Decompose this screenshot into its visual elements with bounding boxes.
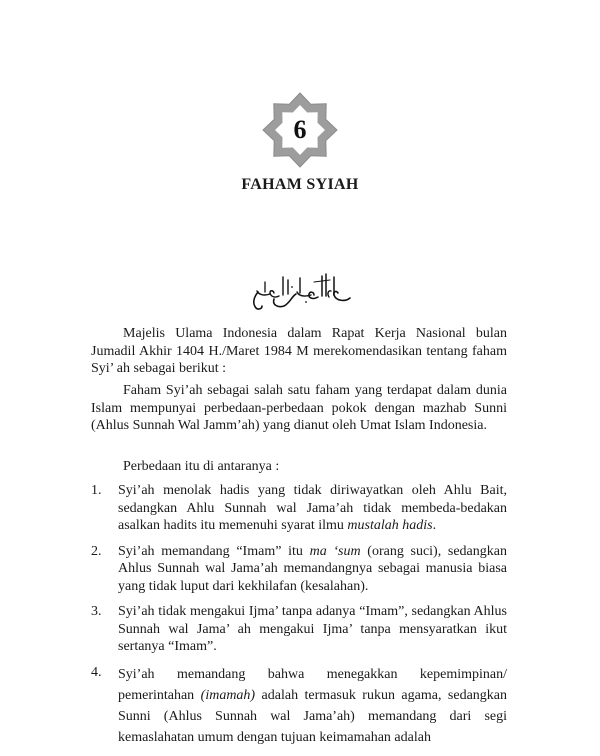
list-item-number: 4.	[91, 664, 102, 680]
list-item	[91, 543, 507, 596]
list-item-text-main: Syi’ah memandang bahwa menegakkan kepemimpinan/ pemerintahan	[118, 666, 507, 703]
list-item	[91, 603, 507, 656]
list-item	[91, 664, 507, 748]
chapter-number-badge	[262, 92, 338, 168]
list-item-text	[118, 482, 507, 535]
list-item-text-after: adalah termasuk rukun agama, sedangkan Sunni (Ahlus Sunnah wal Jama’ah) memandang dari segi kemaslahatan umum dengan tujuan keimamahan adalah	[118, 687, 508, 745]
list-item-italic-term: mustalah hadis	[347, 518, 433, 533]
list-item-number: 2.	[91, 543, 102, 559]
basmala-calligraphy	[248, 268, 354, 312]
difference-list	[91, 482, 507, 756]
paragraph-intro: Majelis Ulama Indonesia dalam Rapat Kerja Nasional bulan Jumadil Akhir 1404 H./Maret 1984 M merekomendasikan tentang faham Syi’ ah sebagai berikut :	[91, 326, 507, 376]
paragraph-perbedaan: Perbedaan itu di antaranya :	[123, 459, 280, 474]
list-item-italic-term: (imamah)	[200, 687, 256, 703]
list-item-text-main: Syi’ah menolak hadis yang tidak diriwayatkan oleh Ahlu Bait, sedangkan Ahlu Sunnah wal Jama’ah tidak membeda-bedakan asalkan hadits itu memenuhi syarat ilmu	[118, 483, 507, 533]
list-item-number: 1.	[91, 483, 102, 498]
list-item-number: 3.	[91, 604, 102, 619]
chapter-title: FAHAM SYIAH	[241, 176, 359, 193]
list-item	[91, 482, 507, 535]
list-item-text	[118, 664, 507, 748]
paragraph-faham: Faham Syi’ah sebagai salah satu faham yang terdapat dalam dunia Islam mempunyai perbedaan-perbedaan pokok dengan mazhab Sunni (Ahlus Sunnah Wal Jamm’ah) yang dianut oleh Umat Islam Indonesia.	[91, 383, 507, 433]
list-item-text-after: (orang suci), sedangkan Ahlus Sunnah wal Jama’ah memandangnya sebagai manusia biasa yang tidak luput dari kekhilafan (kesalahan).	[118, 543, 507, 594]
list-item-text-main: Syi’ah tidak mengakui Ijma’ tanpa adanya “Imam”, sedangkan Ahlus Sunnah wal Jama’ ah mengakui Ijma’ tanpa mensyaratkan ikut sertanya “Imam”.	[118, 604, 507, 654]
list-item-text	[118, 543, 507, 596]
list-item-text-after: .	[432, 518, 437, 533]
list-item-text	[118, 603, 507, 656]
chapter-number: 6	[293, 115, 307, 144]
list-item-italic-term: ma ‘sum	[309, 543, 361, 559]
list-item-text-main: Syi’ah memandang “Imam” itu	[118, 543, 310, 559]
